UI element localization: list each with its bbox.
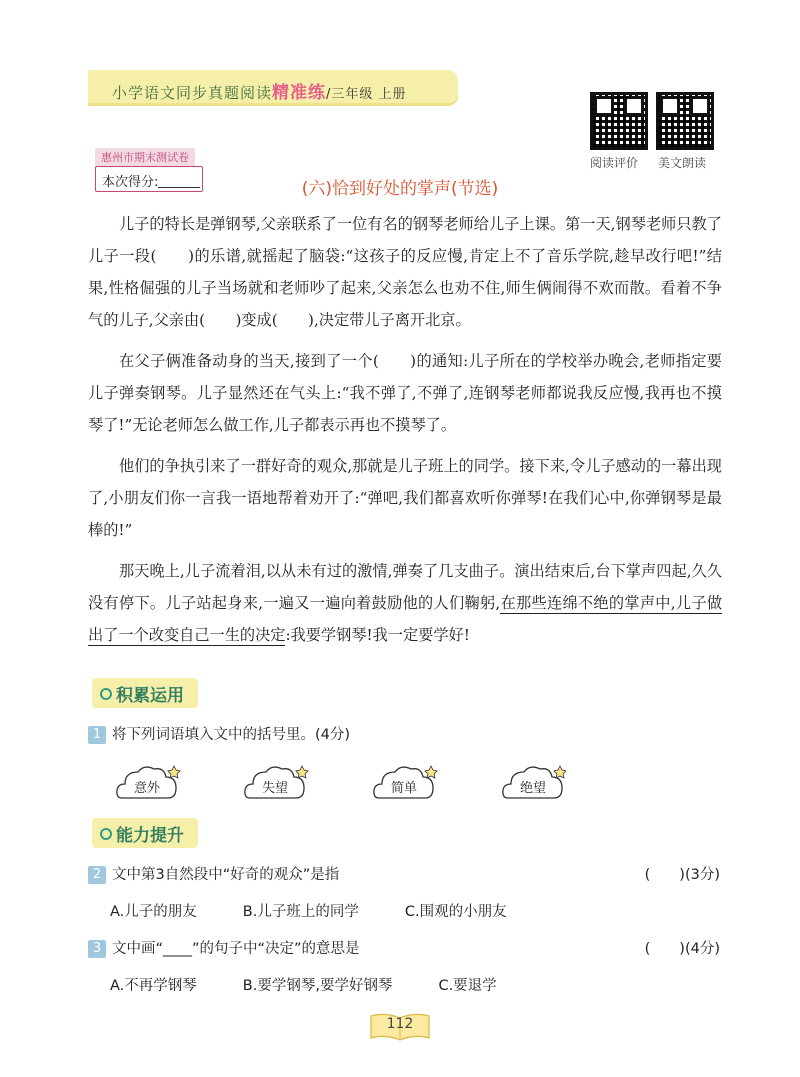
option-c[interactable]: C.要退学: [438, 978, 497, 994]
question-3-options: [110, 974, 543, 995]
article-body: [88, 208, 722, 660]
question-number: 2: [88, 866, 106, 884]
brand-name: 精准练: [272, 83, 327, 103]
paragraph-4-end: :我要学钢琴!我一定要学好!: [285, 626, 470, 644]
exam-tag: 惠州市期末测试卷: [95, 148, 195, 166]
article-title: (六)恰到好处的掌声(节选): [301, 179, 499, 199]
word-cloud-3[interactable]: [371, 762, 439, 802]
section-label: 积累运用: [116, 686, 184, 706]
paragraph-4: [88, 555, 722, 651]
option-c[interactable]: C.围观的小朋友: [404, 904, 507, 920]
question-text: 文中画“____”的句子中“决定”的意思是: [112, 941, 360, 957]
question-3: [88, 937, 720, 958]
option-a[interactable]: A.不再学钢琴: [110, 978, 197, 994]
option-a[interactable]: A.儿子的朋友: [110, 904, 197, 920]
grade-label: /三年级 上册: [326, 87, 407, 102]
ring-icon: [100, 828, 112, 840]
question-1: [88, 723, 720, 744]
option-b[interactable]: B.儿子班上的同学: [242, 904, 359, 920]
score-label: 本次得分:: [102, 175, 159, 190]
paragraph-2: 在父子俩准备动身的当天,接到了一个( )的通知:儿子所在的学校举办晚会,老师指定要儿子弹奏钢琴。儿子显然还在气头上:“我不弹了,不弹了,连钢琴老师都说我反应慢,我再也不摸琴了!”无论老师怎么做工作,儿子都表示再也不摸琴了。: [88, 352, 722, 434]
question-text: 文中第3自然段中“好奇的观众”是指: [112, 867, 340, 883]
question-number: 3: [88, 940, 106, 958]
question-number: 1: [88, 726, 106, 744]
page-number: 112: [386, 1016, 414, 1032]
answer-blank[interactable]: ( )(4分): [644, 941, 720, 957]
section-label: 能力提升: [116, 826, 184, 846]
qr-code-review[interactable]: [590, 92, 648, 150]
option-b[interactable]: B.要学钢琴,要学好钢琴: [242, 978, 393, 994]
paragraph-4-start: 那天晚上,儿子流着泪,以从未有过的激情,弹奏了几支曲子。演出结束后,台下掌声四起,久久没有停下。儿子站起身来,一遍又一遍向着鼓励他的人们鞠躬,: [88, 562, 722, 612]
word-cloud-4[interactable]: [500, 762, 568, 802]
series-name: 小学语文同步真题阅读: [112, 84, 273, 102]
qr-label-review: 阅读评价: [590, 156, 639, 170]
qr-code-reading[interactable]: [656, 92, 714, 150]
question-2: [88, 863, 720, 884]
qr-label-reading: 美文朗读: [658, 156, 707, 170]
paragraph-1: 儿子的特长是弹钢琴,父亲联系了一位有名的钢琴老师给儿子上课。第一天,钢琴老师只教了儿子一段( )的乐谱,就摇起了脑袋:“这孩子的反应慢,肯定上不了音乐学院,趁早改行吧!”结果,性格倔强的儿子当场就和老师吵了起来,父亲怎么也劝不住,师生俩闹得不欢而散。看着不争气的儿子,父亲由( )变成( ),决定带儿子离开北京。: [88, 215, 722, 329]
word-label: 失望: [261, 781, 288, 796]
section-heading-ability: [92, 818, 198, 848]
ring-icon: [100, 688, 112, 700]
answer-blank[interactable]: ( )(3分): [644, 867, 720, 883]
paragraph-3: 他们的争执引来了一群好奇的观众,那就是儿子班上的同学。接下来,令儿子感动的一幕出现了,小朋友们你一言我一语地帮着劝开了:“弹吧,我们都喜欢听你弹琴!在我们心中,你弹钢琴是最棒的!”: [88, 457, 722, 539]
word-label: 意外: [133, 781, 160, 796]
header-title: [112, 78, 407, 103]
question-2-options: [110, 900, 553, 921]
underlined-sentence: 在那些连绵不绝的掌声中,儿子做出了一个改变自己一生的决定: [88, 594, 723, 644]
word-label: 简单: [390, 781, 417, 796]
word-cloud-2[interactable]: [242, 762, 310, 802]
question-text: 将下列词语填入文中的括号里。(4分): [112, 727, 351, 743]
section-heading-accumulate: [92, 678, 198, 708]
word-cloud-1[interactable]: [114, 762, 182, 802]
word-label: 绝望: [519, 781, 546, 796]
page-number-badge: [367, 1010, 433, 1042]
